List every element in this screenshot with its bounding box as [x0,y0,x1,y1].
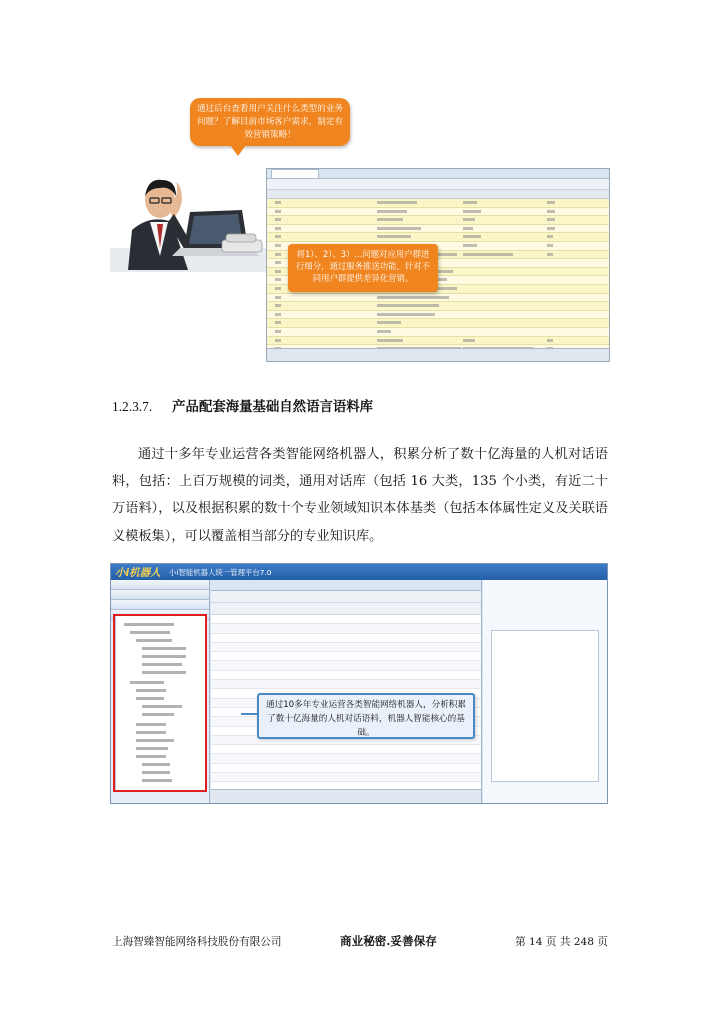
businessman-laptop-illustration [110,152,270,272]
admin-window-title: 小i智能机器人统一管理平台7.0 [169,568,272,577]
figure-corpus-admin [110,563,608,804]
synonym-panel [483,580,607,803]
speech-bubble: 通过后台查看用户关注什么类型的业务问题？了解目前市场客户需求，制定有效营销策略！ [190,98,350,146]
section-title: 产品配套海量基础自然语言语料库 [172,399,374,415]
page-footer [112,934,608,950]
section-heading [112,396,373,415]
admin-title-bar [111,564,607,580]
figure-user-analytics [110,90,610,362]
robot-logo: 小i机器人 [115,567,161,579]
highlight-frame [113,614,207,792]
body-paragraph: 通过十多年专业运营各类智能网络机器人，积累分析了数十亿海量的人机对话语料，包括：上百万规模的词类，通用对话库（包括 16 大类，135 个小类，有近二十万语料），以及根据积累的数十个专业领域知识本体基类（包括本体属性定义及关联语义模板集），可以覆盖相当部分的专业知识库。 [112,447,608,544]
corpus-table-panel [211,580,482,803]
section-number: 1.2.3.7. [112,399,153,414]
blue-callout: 通过10多年专业运营各类智能网络机器人，分析积累了数十亿海量的人机对话语料，机器人智能核心的基础。 [257,693,475,739]
footer-page-number: 第 14 页 共 248 页 [515,936,608,948]
footer-company: 上海智臻智能网络科技股份有限公司 [112,936,282,948]
orange-callout: 将1）、2）、3）...问题对应用户群进行细分，通过服务推送功能，针对不同用户群提供差异化营销。 [288,244,438,292]
footer-confidential: 商业秘密.妥善保存 [340,934,437,948]
